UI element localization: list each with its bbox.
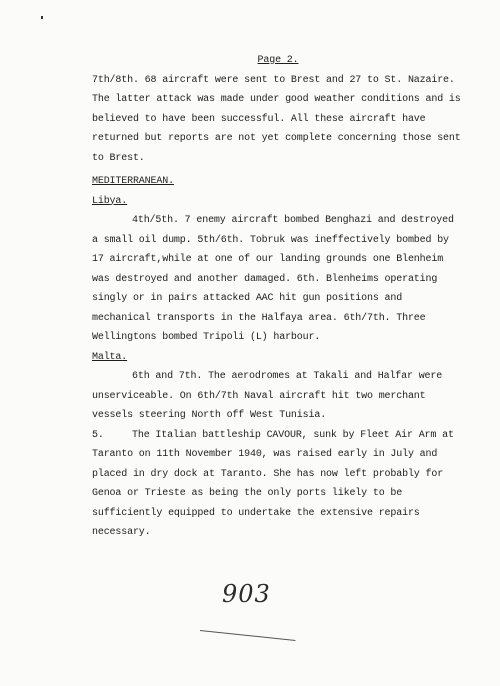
- intro-paragraph: 7th/8th. 68 aircraft were sent to Brest and 27 to St. Nazaire. The latter attack was made under good weather conditions and is believed to have been successful. All these aircraft have returned but reports are not yet complete concerning those sent to Brest.: [92, 74, 461, 164]
- paragraph-5-number: 5.: [92, 429, 104, 441]
- margin-mark: [41, 16, 43, 19]
- malta-heading: Malta.: [92, 351, 128, 363]
- document-body: [92, 51, 464, 543]
- paragraph-5-text: The Italian battleship CAVOUR, sunk by Fleet Air Arm at Taranto on 11th November 1940, was raised early in July and placed in dry dock at Taranto. She has now left probably for Genoa or Trieste as being the only ports likely to be sufficiently equipped to undertake the extensive repairs necessary.: [92, 429, 454, 538]
- page-label: Page 2.: [257, 55, 299, 66]
- handwritten-number: 903: [222, 580, 271, 608]
- libya-paragraph: 4th/5th. 7 enemy aircraft bombed Benghazi and destroyed a small oil dump. 5th/6th. Tobruk was ineffectively bombed by 17 aircraft,while at one of our landing grounds one Blenheim was destroyed and another damaged. 6th. Blenheims operating singly or in pairs attacked AAC hit gun positions and mechanical transports in the Halfaya area. 6th/7th. Three Wellingtons bombed Tripoli (L) harbour.: [92, 215, 454, 343]
- paragraph-5: [92, 426, 464, 543]
- malta-paragraph: 6th and 7th. The aerodromes at Takali and Halfar were unserviceable. On 6th/7th Naval aircraft hit two merchant vessels steering North off West Tunisia.: [92, 371, 443, 421]
- mediterranean-heading: MEDITERRANEAN.: [92, 176, 174, 187]
- pen-stroke: [200, 630, 296, 641]
- libya-heading: Libya.: [92, 195, 128, 207]
